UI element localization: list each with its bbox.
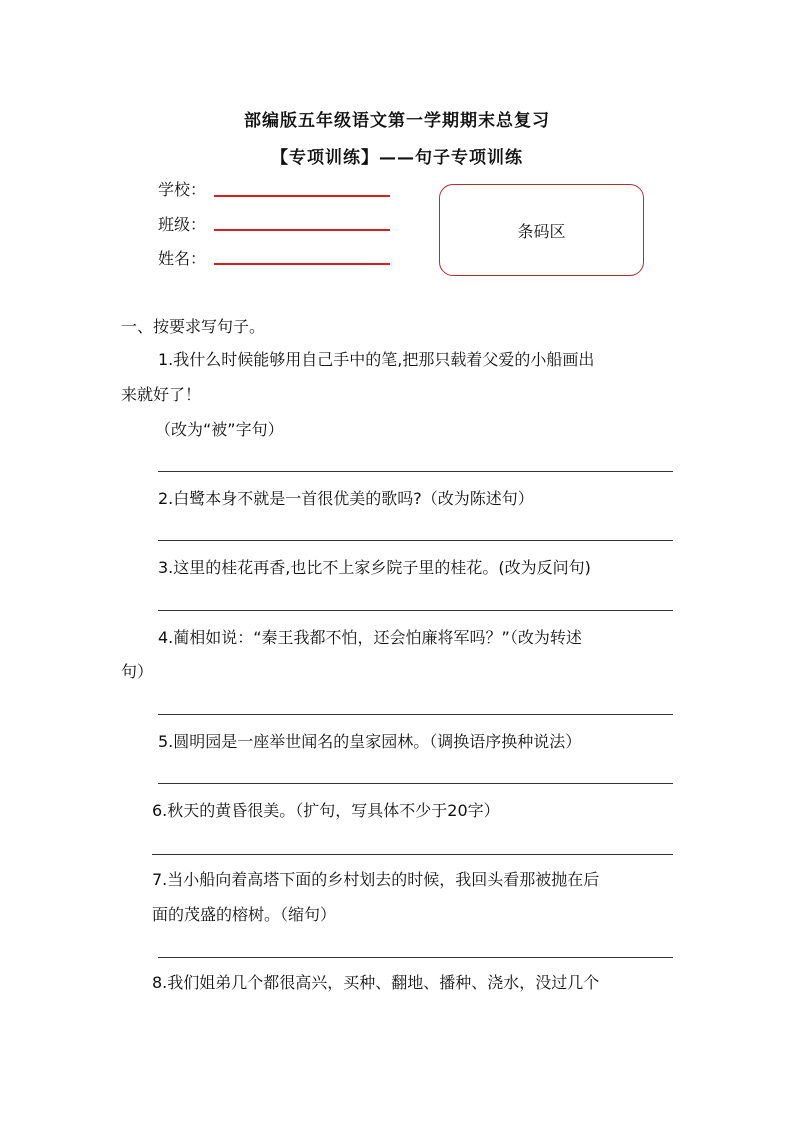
question-4-line-1: 4.蔺相如说：“秦王我都不怕，还会怕廉将军吗？”（改为转述	[158, 628, 582, 647]
question-1-instruction: （改为“被”字句）	[155, 420, 284, 439]
question-3: 3.这里的桂花再香,也比不上家乡院子里的桂花。(改为反问句)	[158, 558, 591, 577]
answer-line-4[interactable]	[158, 714, 673, 715]
question-7-line-2: 面的茂盛的榕树。（缩句）	[152, 905, 337, 924]
school-field[interactable]	[214, 195, 390, 197]
class-label: 班级：	[158, 215, 207, 234]
answer-line-6[interactable]	[152, 854, 673, 855]
question-4-line-2: 句）	[121, 662, 154, 681]
school-label: 学校：	[158, 180, 207, 199]
barcode-area	[439, 184, 644, 276]
document-title: 部编版五年级语文第一学期期末总复习	[244, 111, 550, 131]
name-label: 姓名：	[158, 249, 207, 268]
question-2: 2.白鹭本身不就是一首很优美的歌吗?（改为陈述句）	[158, 489, 534, 508]
question-1-line-2: 来就好了！	[121, 385, 202, 404]
name-field[interactable]	[214, 263, 390, 265]
question-5: 5.圆明园是一座举世闻名的皇家园林。（调换语序换种说法）	[158, 732, 582, 751]
question-1-line-1: 1.我什么时候能够用自己手中的笔,把那只载着父爱的小船画出	[158, 350, 595, 369]
answer-line-1[interactable]	[158, 471, 673, 472]
answer-line-5[interactable]	[158, 783, 673, 784]
barcode-label: 条码区	[517, 221, 566, 241]
document-subtitle: 【专项训练】——句子专项训练	[271, 148, 523, 168]
question-7-line-1: 7.当小船向着高塔下面的乡村划去的时候，我回头看那被抛在后	[152, 870, 600, 889]
question-8-line-1: 8.我们姐弟几个都很高兴，买种、翻地、播种、浇水，没过几个	[152, 973, 600, 992]
question-6: 6.秋天的黄昏很美。（扩句，写具体不少于20字）	[152, 801, 500, 820]
answer-line-7[interactable]	[158, 957, 673, 958]
class-field[interactable]	[214, 229, 390, 231]
answer-line-2[interactable]	[158, 540, 673, 541]
section-heading: 一、按要求写句子。	[121, 317, 266, 336]
answer-line-3[interactable]	[158, 610, 673, 611]
